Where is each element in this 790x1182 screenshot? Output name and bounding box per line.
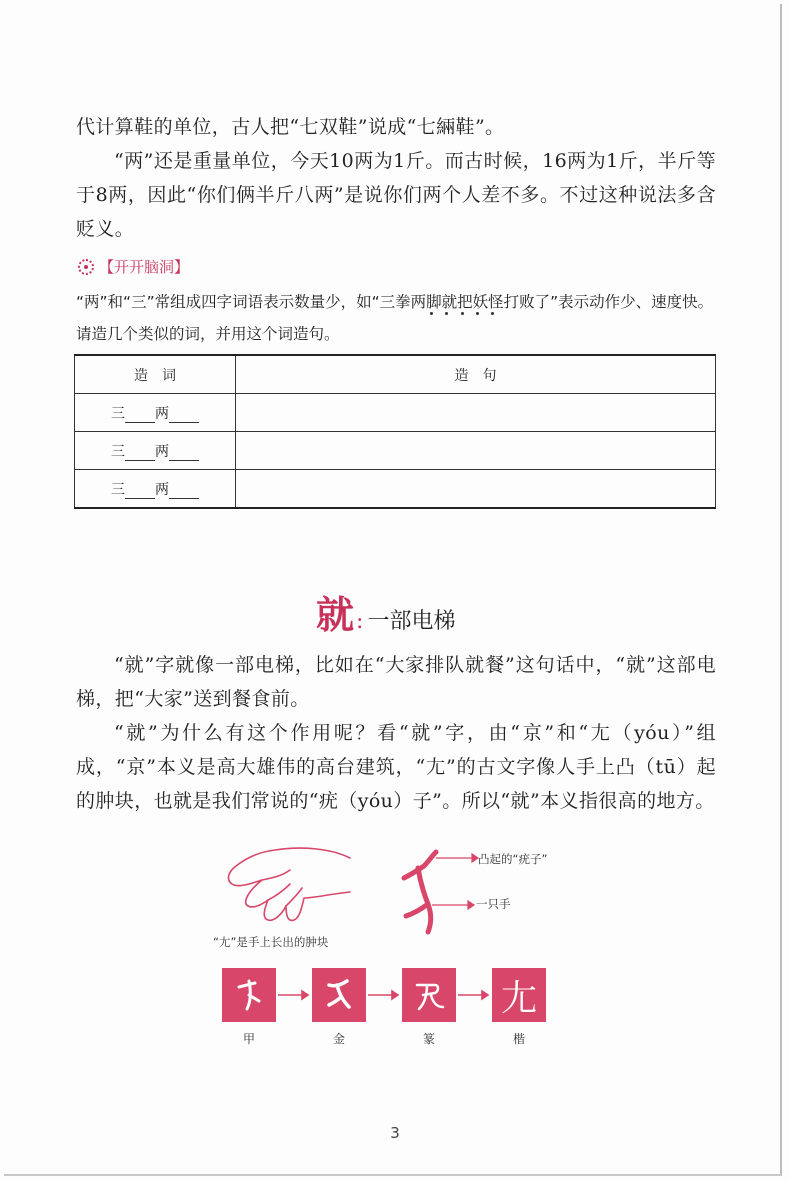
title-colon: : — [356, 609, 364, 634]
label-bump: 凸起的“疣子” — [478, 852, 548, 866]
sentence-cell[interactable] — [236, 470, 716, 509]
char-three: 三 — [111, 443, 125, 460]
blank-line — [169, 408, 199, 423]
regular-script-box — [492, 968, 546, 1022]
blank-line — [169, 484, 199, 499]
char-two: 两 — [155, 443, 169, 460]
char-two: 两 — [155, 481, 169, 498]
page-number: 3 — [390, 1124, 400, 1142]
section-character: 就 — [316, 592, 355, 637]
script-label: 金 — [332, 1032, 345, 1046]
blank-line — [125, 446, 155, 461]
char-two: 两 — [155, 405, 169, 422]
text-line: 代计算鞋的单位，古人把“七双鞋”说成“七緉鞋”。 — [76, 116, 505, 138]
table-row — [75, 394, 716, 432]
column-header: 造 句 — [236, 355, 716, 394]
script-label: 甲 — [242, 1032, 255, 1046]
section-title — [316, 584, 455, 639]
table-row — [75, 470, 716, 509]
paragraph: “两”还是重量单位，今天10两为1斤。而古时候，16两为1斤，半斤等于8两，因此“你们俩半斤八两”是说你们两个人差不多。不过这种说法多含贬义。 — [76, 150, 716, 240]
section-subtitle: 一部电梯 — [367, 609, 456, 634]
blank-line — [125, 408, 155, 423]
oracle-glyph-icon — [229, 975, 269, 1015]
sentence-cell[interactable] — [236, 394, 716, 432]
table-row — [75, 432, 716, 470]
illustration-caption: “尢”是手上长出的肿块 — [213, 935, 329, 949]
emphasis-dots — [428, 312, 508, 318]
label-hand: 一只手 — [476, 897, 511, 911]
column-header: 造 词 — [75, 355, 236, 394]
bronze-script-box — [312, 968, 366, 1022]
paragraph: “就”字就像一部电梯，比如在“大家排队就餐”这句话中，“就”这部电梯，把“大家”送到餐食前。 — [76, 654, 716, 710]
bronze-glyph-icon — [319, 975, 359, 1015]
char-three: 三 — [111, 481, 125, 498]
word-cell[interactable] — [75, 470, 236, 509]
oracle-script-box — [222, 968, 276, 1022]
word-cell[interactable] — [75, 432, 236, 470]
blank-line — [125, 484, 155, 499]
paragraph: “就”为什么有这个作用呢？看“就”字，由“京”和“尢（yóu）”组成，“京”本义是高大雄伟的高台建筑，“尢”的古文字像人手上凸（tū）起的肿块，也就是我们常说的“疣（yóu）子”。所以“就”本义指很高的地方。 — [76, 722, 716, 812]
table-header-row — [75, 355, 716, 394]
seal-script-box — [402, 968, 456, 1022]
brain-section-title: 【开开脑洞】 — [99, 258, 190, 276]
seal-glyph-icon — [409, 975, 449, 1015]
regular-glyph: 尢 — [500, 977, 537, 1019]
script-label: 楷 — [512, 1032, 525, 1046]
exercise-prompt: “两”和“三”常组成四字词语表示数量少，如“三拳两脚就把妖怪打败了”表示动作少、速度快。请造几个类似的词，并用这个词造句。 — [76, 293, 714, 343]
script-label: 篆 — [422, 1032, 435, 1046]
blank-line — [169, 446, 199, 461]
sentence-cell[interactable] — [236, 432, 716, 470]
brain-section-header — [78, 256, 189, 277]
word-cell[interactable] — [75, 394, 236, 432]
flower-icon — [78, 259, 94, 275]
char-three: 三 — [111, 405, 125, 422]
exercise-table — [74, 354, 716, 509]
